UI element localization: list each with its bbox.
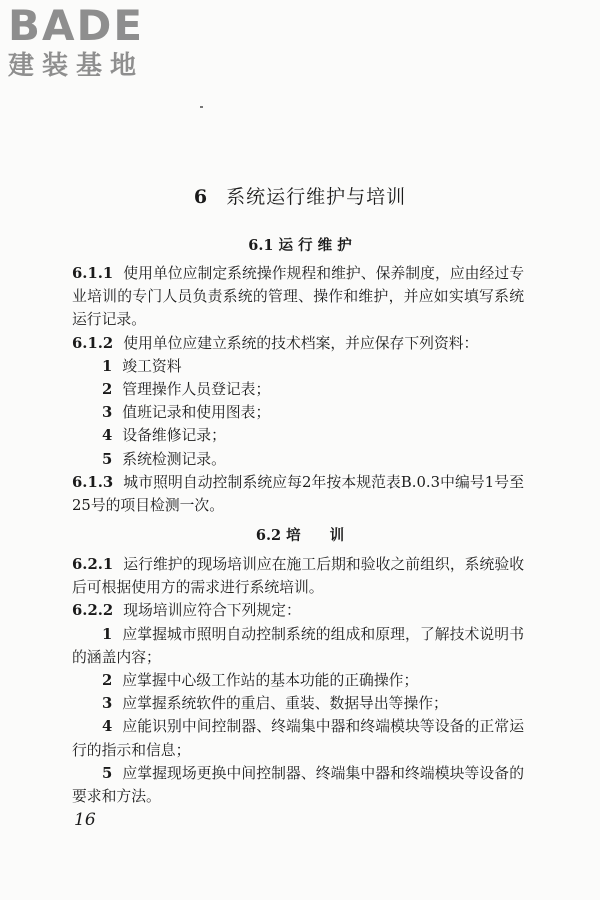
section-6-2-title: 6.2 培 训 <box>255 527 345 544</box>
item-text: 设备维修记录； <box>122 427 226 445</box>
clause-number: 6.1.2 <box>72 334 114 352</box>
item-number: 2 <box>102 381 113 399</box>
item-text: 系统检测记录。 <box>122 450 226 468</box>
clause-number: 6.2.2 <box>72 602 114 620</box>
clause-text: 城市照明自动控制系统应每2年按本规范表B.0.3中编号1号至25号的项目检测一次。 <box>72 473 524 515</box>
list-item <box>72 692 524 715</box>
clause-text: 使用单位应制定系统操作规程和维护、保养制度，应由经过专业培训的专门人员负责系统的管理、操作和维护，并应如实填写系统运行记录。 <box>72 265 524 329</box>
item-number: 5 <box>102 450 113 468</box>
clause-6-2-2 <box>72 599 524 622</box>
item-text: 管理操作人员登记表； <box>122 381 271 399</box>
logo-sub-text: 建装基地 <box>8 51 145 81</box>
item-number: 2 <box>102 672 113 690</box>
list-item <box>72 378 524 401</box>
item-number: 4 <box>102 427 113 445</box>
page-number: 16 <box>74 810 96 830</box>
item-text: 值班记录和使用图表； <box>122 404 271 422</box>
item-number: 4 <box>102 718 113 736</box>
logo-main-text: BADE <box>8 1 145 50</box>
clause-6-1-3 <box>72 471 524 517</box>
list-item <box>72 424 524 447</box>
list-item <box>72 448 524 471</box>
item-text: 应能识别中间控制器、终端集中器和终端模块等设备的正常运行的指示和信息； <box>72 718 524 759</box>
item-number: 3 <box>102 404 113 422</box>
clause-number: 6.1.3 <box>72 473 114 491</box>
item-text: 应掌握中心级工作站的基本功能的正确操作； <box>122 672 419 690</box>
clause-6-1-2 <box>72 332 524 355</box>
item-text: 应掌握系统软件的重启、重装、数据导出等操作； <box>122 695 448 713</box>
item-text: 应掌握现场更换中间控制器、终端集中器和终端模块等设备的要求和方法。 <box>72 764 524 806</box>
list-item <box>72 715 524 761</box>
item-number: 5 <box>102 764 113 782</box>
item-text: 竣工资料 <box>122 357 182 375</box>
list-item <box>72 401 524 424</box>
section-6-1-body <box>72 262 524 517</box>
list-item <box>72 669 524 692</box>
section-6-2-body <box>72 553 524 808</box>
item-number: 3 <box>102 695 113 713</box>
item-number: 1 <box>102 625 113 643</box>
watermark-logo <box>8 1 183 86</box>
clause-6-2-1 <box>72 553 524 599</box>
clause-text: 运行维护的现场培训应在施工后期和验收之前组织，系统验收后可根据使用方的需求进行系统培训。 <box>72 556 524 597</box>
item-text: 应掌握城市照明自动控制系统的组成和原理，了解技术说明书的涵盖内容； <box>72 625 524 666</box>
scan-speck <box>200 106 203 108</box>
section-6-1-title: 6.1 运 行 维 护 <box>248 237 352 254</box>
list-item <box>72 762 524 808</box>
list-item <box>72 355 524 378</box>
clause-number: 6.2.1 <box>72 556 114 573</box>
chapter-number: 6 <box>193 186 209 208</box>
chapter-title: 系统运行维护与培训 <box>226 186 407 208</box>
clause-text: 现场培训应符合下列规定： <box>123 602 301 620</box>
clause-text: 使用单位应建立系统的技术档案，并应保存下列资料： <box>123 334 479 352</box>
clause-number: 6.1.1 <box>72 265 114 282</box>
list-item <box>72 623 524 669</box>
chapter-heading <box>0 182 600 209</box>
item-number: 1 <box>102 357 113 375</box>
clause-6-1-1 <box>72 262 524 332</box>
